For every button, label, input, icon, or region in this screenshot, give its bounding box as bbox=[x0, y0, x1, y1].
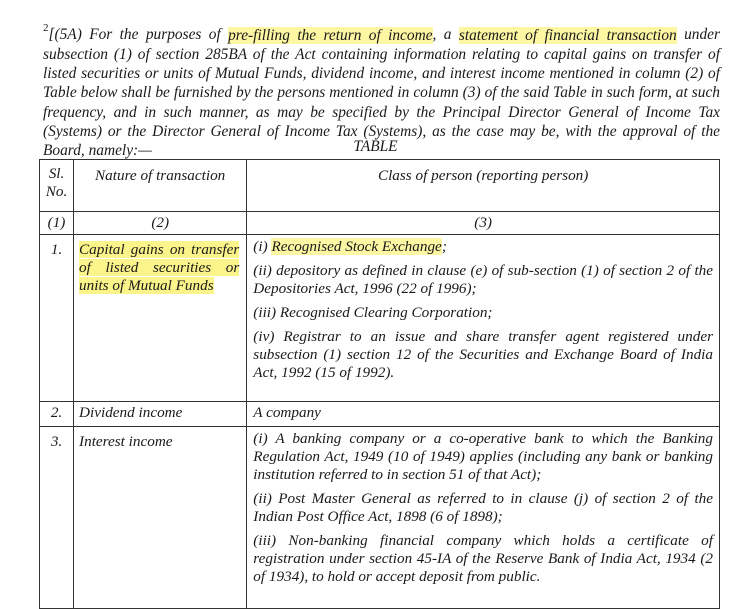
column-number-row bbox=[40, 212, 720, 235]
person-item: (ii) Post Master General as referred to in clause (j) of section 2 of the Indian Post Office Act, 1898 (6 of 1898); bbox=[253, 490, 713, 525]
table-row bbox=[40, 235, 720, 402]
header-sl-no: Sl. No. bbox=[40, 160, 74, 212]
table-header-row bbox=[40, 160, 720, 212]
row-nature: Interest income bbox=[74, 427, 247, 609]
intro-paragraph: $^2$[(5A) For the purposes of pre-filling the return of income, a statement of financial transaction under subsection (1) of section 285BA of the Act containing information relating to capital gains on transfer of listed securities or units of Mutual Funds, dividend income, and interest income mentioned in column (2) of Table below shall be furnished by the persons mentioned in column (3) of the said Table in such form, at such frequency, and in such manner, as may be specified by the Principal Director General of Income Tax (Systems) or the Director General of Income Tax (Systems), as the case may be, with the approval of the Board, namely:— bbox=[43, 22, 720, 160]
person-item: (i) Recognised Stock Exchange; bbox=[253, 238, 447, 255]
table-row bbox=[40, 402, 720, 427]
highlight-prefilling: pre-filling the return of income bbox=[228, 26, 433, 44]
row-persons bbox=[247, 402, 720, 427]
person-item: (i) A banking company or a co-operative bank to which the Banking Regulation Act, 1949 (10 of 1949) applies (including any bank or banking institution referred to in section 51 of that Act); bbox=[253, 430, 713, 483]
reporting-table bbox=[39, 159, 720, 609]
row-serial: 2. bbox=[40, 402, 74, 427]
footnote-marker: 2 bbox=[43, 22, 49, 35]
row-persons bbox=[247, 235, 720, 402]
header-nature: Nature of transaction bbox=[74, 160, 247, 212]
highlight-statement: statement of financial transaction bbox=[458, 26, 677, 44]
column-number: (1) bbox=[40, 212, 74, 235]
column-number: (2) bbox=[74, 212, 247, 235]
highlight-stock-exchange: Recognised Stock Exchange bbox=[271, 238, 442, 255]
person-item: (ii) depository as defined in clause (e) of sub-section (1) of section 2 of the Depositories Act, 1996 (22 of 1996); bbox=[253, 262, 713, 297]
person-item: (iii) Non-banking financial company which holds a certificate of registration under section 45-IA of the Reserve Bank of India Act, 1934 (2 of 1934), to hold or accept deposit from public. bbox=[253, 532, 713, 585]
person-item: (iv) Registrar to an issue and share transfer agent registered under subsection (1) section 12 of the Securities and Exchange Board of India Act, 1992 (15 of 1992). bbox=[253, 328, 713, 381]
person-item: A company bbox=[253, 404, 321, 421]
highlight-capital-gains: Capital gains on transfer of listed securities or units of Mutual Funds bbox=[79, 241, 240, 294]
table-caption: TABLE bbox=[353, 138, 398, 155]
header-class-of-person: Class of person (reporting person) bbox=[247, 160, 720, 212]
row-nature: Dividend income bbox=[74, 402, 247, 427]
row-nature bbox=[74, 235, 247, 402]
row-serial: 3. bbox=[40, 427, 74, 609]
person-item: (iii) Recognised Clearing Corporation; bbox=[253, 304, 493, 321]
row-serial: 1. bbox=[40, 235, 74, 402]
row-persons bbox=[247, 427, 720, 609]
table-row bbox=[40, 427, 720, 609]
column-number: (3) bbox=[247, 212, 720, 235]
